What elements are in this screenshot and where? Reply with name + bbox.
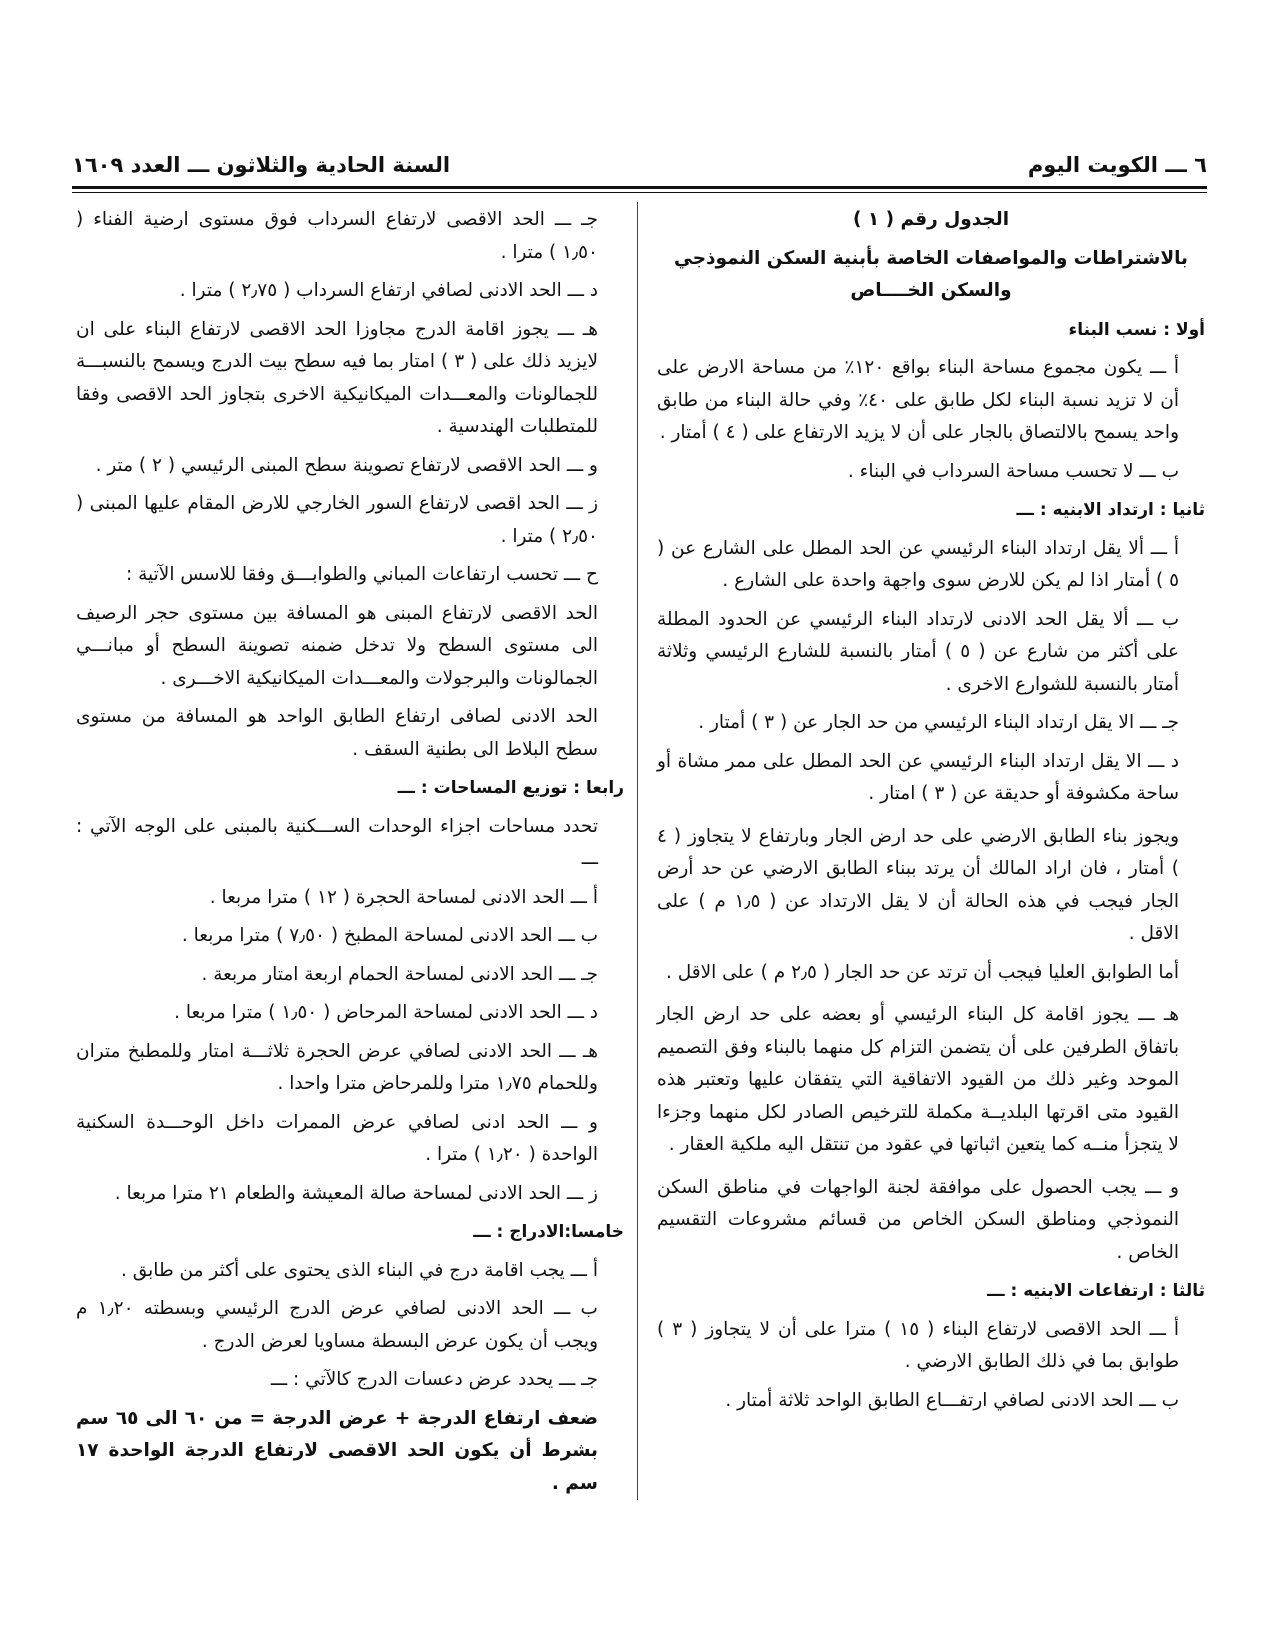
clause: هـ ـــ يجوز اقامة كل البناء الرئيسي أو بعضه على حد ارض الجار باتفاق الطرفين على أن يتضمن التزام كل منهما بالبناء وفق التصميم الموحد وغير ذلك من القيود الاتفاقية التي يتفقان عليها وتعتبر هذه القيود متى اقرتها البلديــة مكملة للترخيص الصادر لكل منهما وجزءا لا يتجزأ منــه كما يتعين اثباتها في عقود من تنتقل اليه ملكية العقار . xyxy=(657,1004,1179,1155)
header-page-title: ٦ ـــ الكويت اليوم xyxy=(1027,153,1207,177)
page-header xyxy=(72,148,1207,182)
clause: ح ـــ تحسب ارتفاعات المباني والطوابـــق وفقا للاسس الآتية : xyxy=(126,564,598,585)
clause: د ـــ الحد الادنى لمساحة المرحاض ( ١٫٥٠ ) مترا مربعا . xyxy=(174,1002,598,1023)
clause: أ ـــ يكون مجموع مساحة البناء بواقع ١٢٠٪ من مساحة الارض على أن لا تزيد نسبة البناء لكل طابق على ٤٠٪ وفي حالة البناء من طابق واحد يسمح بالالتصاق بالجار على أن لا يزيد الارتفاع على ( ٤ ) أمتار . xyxy=(657,357,1179,443)
clause: ب ـــ الحد الادنى لصافي ارتفـــاع الطابق الواحد ثلاثة أمتار . xyxy=(725,1389,1179,1411)
header-rule-thick xyxy=(72,186,1207,189)
paragraph: أما الطوابق العليا فيجب أن ترتد عن حد الجار ( ٢٫٥ م ) على الاقل . xyxy=(666,961,1179,983)
header-rule-thin xyxy=(72,192,1207,193)
paragraph: الحد الادنى لصافى ارتفاع الطابق الواحد هو المسافة من مستوى سطح البلاط الى بطنية السقف . xyxy=(76,706,598,760)
clause: هـ ـــ الحد الادنى لصافي عرض الحجرة ثلاثـــة امتار وللمطبخ متران وللحمام ١٫٧٥ مترا وللمرحاض مترا واحدا . xyxy=(76,1040,598,1094)
left-column xyxy=(76,204,624,1506)
clause: جـ ـــ الا يقل ارتداد البناء الرئيسي من حد الجار عن ( ٣ ) أمتار . xyxy=(698,712,1179,733)
clause: د ـــ الحد الادنى لصافي ارتفاع السرداب ( ٢٫٧٥ ) مترا . xyxy=(179,280,598,301)
clause: أ ـــ ألا يقل ارتداد البناء الرئيسي عن الحد المطل على الشارع عن ( ٥ ) أمتار اذا لم يكن للارض سوى واجهة واحدة على الشارع . xyxy=(657,537,1179,591)
clause: ب ـــ الحد الادنى لصافي عرض الدرج الرئيسي وبسطته ١٫٢٠ م ويجب أن يكون عرض البسطة مساويا لعرض الدرج . xyxy=(76,1298,598,1352)
clause: و ـــ يجب الحصول على موافقة لجنة الواجهات في مناطق السكن النموذجي ومناطق السكن الخاص من قسائم مشروعات التقسيم الخاص . xyxy=(657,1176,1179,1263)
clause: جـ ـــ الحد الادنى لمساحة الحمام اربعة امتار مربعة . xyxy=(201,963,598,985)
clause: ز ـــ الحد الادنى لمساحة صالة المعيشة والطعام ٢١ مترا مربعا . xyxy=(114,1182,598,1204)
column-divider xyxy=(637,202,638,1500)
right-column xyxy=(657,204,1205,1423)
section-heading-ratios: أولا : نسب البناء xyxy=(1068,319,1205,340)
clause: ب ـــ الحد الادنى لمساحة المطبخ ( ٧٫٥٠ ) مترا مربعا . xyxy=(181,925,598,946)
section-heading-stairs: خامسا:الادراج : ـــ xyxy=(473,1222,624,1242)
section-heading-areas: رابعا : توزيع المساحات : ـــ xyxy=(397,778,624,798)
paragraph: ويجوز بناء الطابق الارضي على حد ارض الجار وبارتفاع لا يتجاوز ( ٤ ) أمتار ، فان اراد المالك أن يرتد ببناء الطابق الارضي عن حد أرض الجار فيجب في هذه الحالة أن لا يقل الارتداد عن ( ١٫٥ م ) على الاقل . xyxy=(657,825,1179,944)
clause: جـ ـــ الحد الاقصى لارتفاع السرداب فوق مستوى ارضية الفناء ( ١٫٥٠ ) مترا . xyxy=(76,209,598,263)
clause: أ ـــ الحد الادنى لمساحة الحجرة ( ١٢ ) مترا مربعا . xyxy=(209,886,598,908)
section-heading-heights: ثالثا : ارتفاعات الابنيه : ـــ xyxy=(987,1281,1205,1301)
paragraph: الحد الاقصى لارتفاع المبنى هو المسافة بين مستوى حجر الرصيف الى مستوى السطح ولا تدخل ضمنه تصوينة السطح أو مبانـــي الجمالونات والبرجولات والمعـــدات الميكانيكية الاخـــرى . xyxy=(76,602,598,689)
clause: ز ـــ الحد اقصى لارتفاع السور الخارجي للارض المقام عليها المبنى ( ٢٫٥٠ ) مترا . xyxy=(76,493,598,547)
clause: د ـــ الا يقل ارتداد البناء الرئيسي عن الحد المطل على ممر مشاة أو ساحة مكشوفة أو حديقة عن ( ٣ ) امتار . xyxy=(657,750,1179,804)
section-heading-setbacks: ثانيا : ارتداد الابنيه : ـــ xyxy=(1016,500,1205,520)
table-subtitle: بالاشتراطات والمواصفات الخاصة بأبنية السكن النموذجي والسكن الخــــاص xyxy=(673,247,1189,301)
clause: ب ـــ ألا يقل الحد الادنى لارتداد البناء الرئيسي عن الحدود المطلة على أكثر من شارع عن ( ٥ ) أمتار بالنسبة للشارع الرئيسي وثلاثة أمتار بالنسبة للشوارع الاخرى . xyxy=(657,608,1179,695)
clause: جـ ـــ يحدد عرض دعسات الدرج كالآتي : ـــ xyxy=(270,1369,598,1390)
table-title: الجدول رقم ( ١ ) xyxy=(852,209,1010,230)
clause: أ ـــ يجب اقامة درج في البناء الذى يحتوى على أكثر من طابق . xyxy=(120,1259,598,1281)
paragraph: ضعف ارتفاع الدرجة + عرض الدرجة = من ٦٠ الى ٦٥ سم بشرط أن يكون الحد الاقصى لارتفاع الدرجة الواحدة ١٧ سم . xyxy=(76,1407,598,1494)
clause: ب ـــ لا تحسب مساحة السرداب في البناء . xyxy=(847,460,1179,482)
header-issue-info: السنة الحادية والثلاثون ـــ العدد ١٦٠٩ xyxy=(72,153,451,177)
clause: هـ ـــ يجوز اقامة الدرج مجاوزا الحد الاقصى لارتفاع البناء على ان لايزيد ذلك على ( ٣ ) امتار بما فيه سطح بيت الدرج ويسمح بالنسبـــة للجمالونات والمعـــدات الميكانيكية الاخرى بتجاوز الحد الاقصى وفقا للمتطلبات الهندسية . xyxy=(76,318,598,437)
clause: و ـــ الحد الاقصى لارتفاع تصوينة سطح المبنى الرئيسي ( ٢ ) متر . xyxy=(95,454,598,476)
paragraph: تحدد مساحات اجزاء الوحدات الســـكنية بالمبنى على الوجه الآتي : ـــ xyxy=(76,815,598,869)
clause: و ـــ الحد ادنى لصافي عرض الممرات داخل الوحـــدة السكنية الواحدة ( ١٫٢٠ ) مترا . xyxy=(76,1111,598,1165)
clause: أ ـــ الحد الاقصى لارتفاع البناء ( ١٥ ) مترا على أن لا يتجاوز ( ٣ ) طوابق بما في ذلك الطابق الارضي . xyxy=(657,1318,1179,1372)
